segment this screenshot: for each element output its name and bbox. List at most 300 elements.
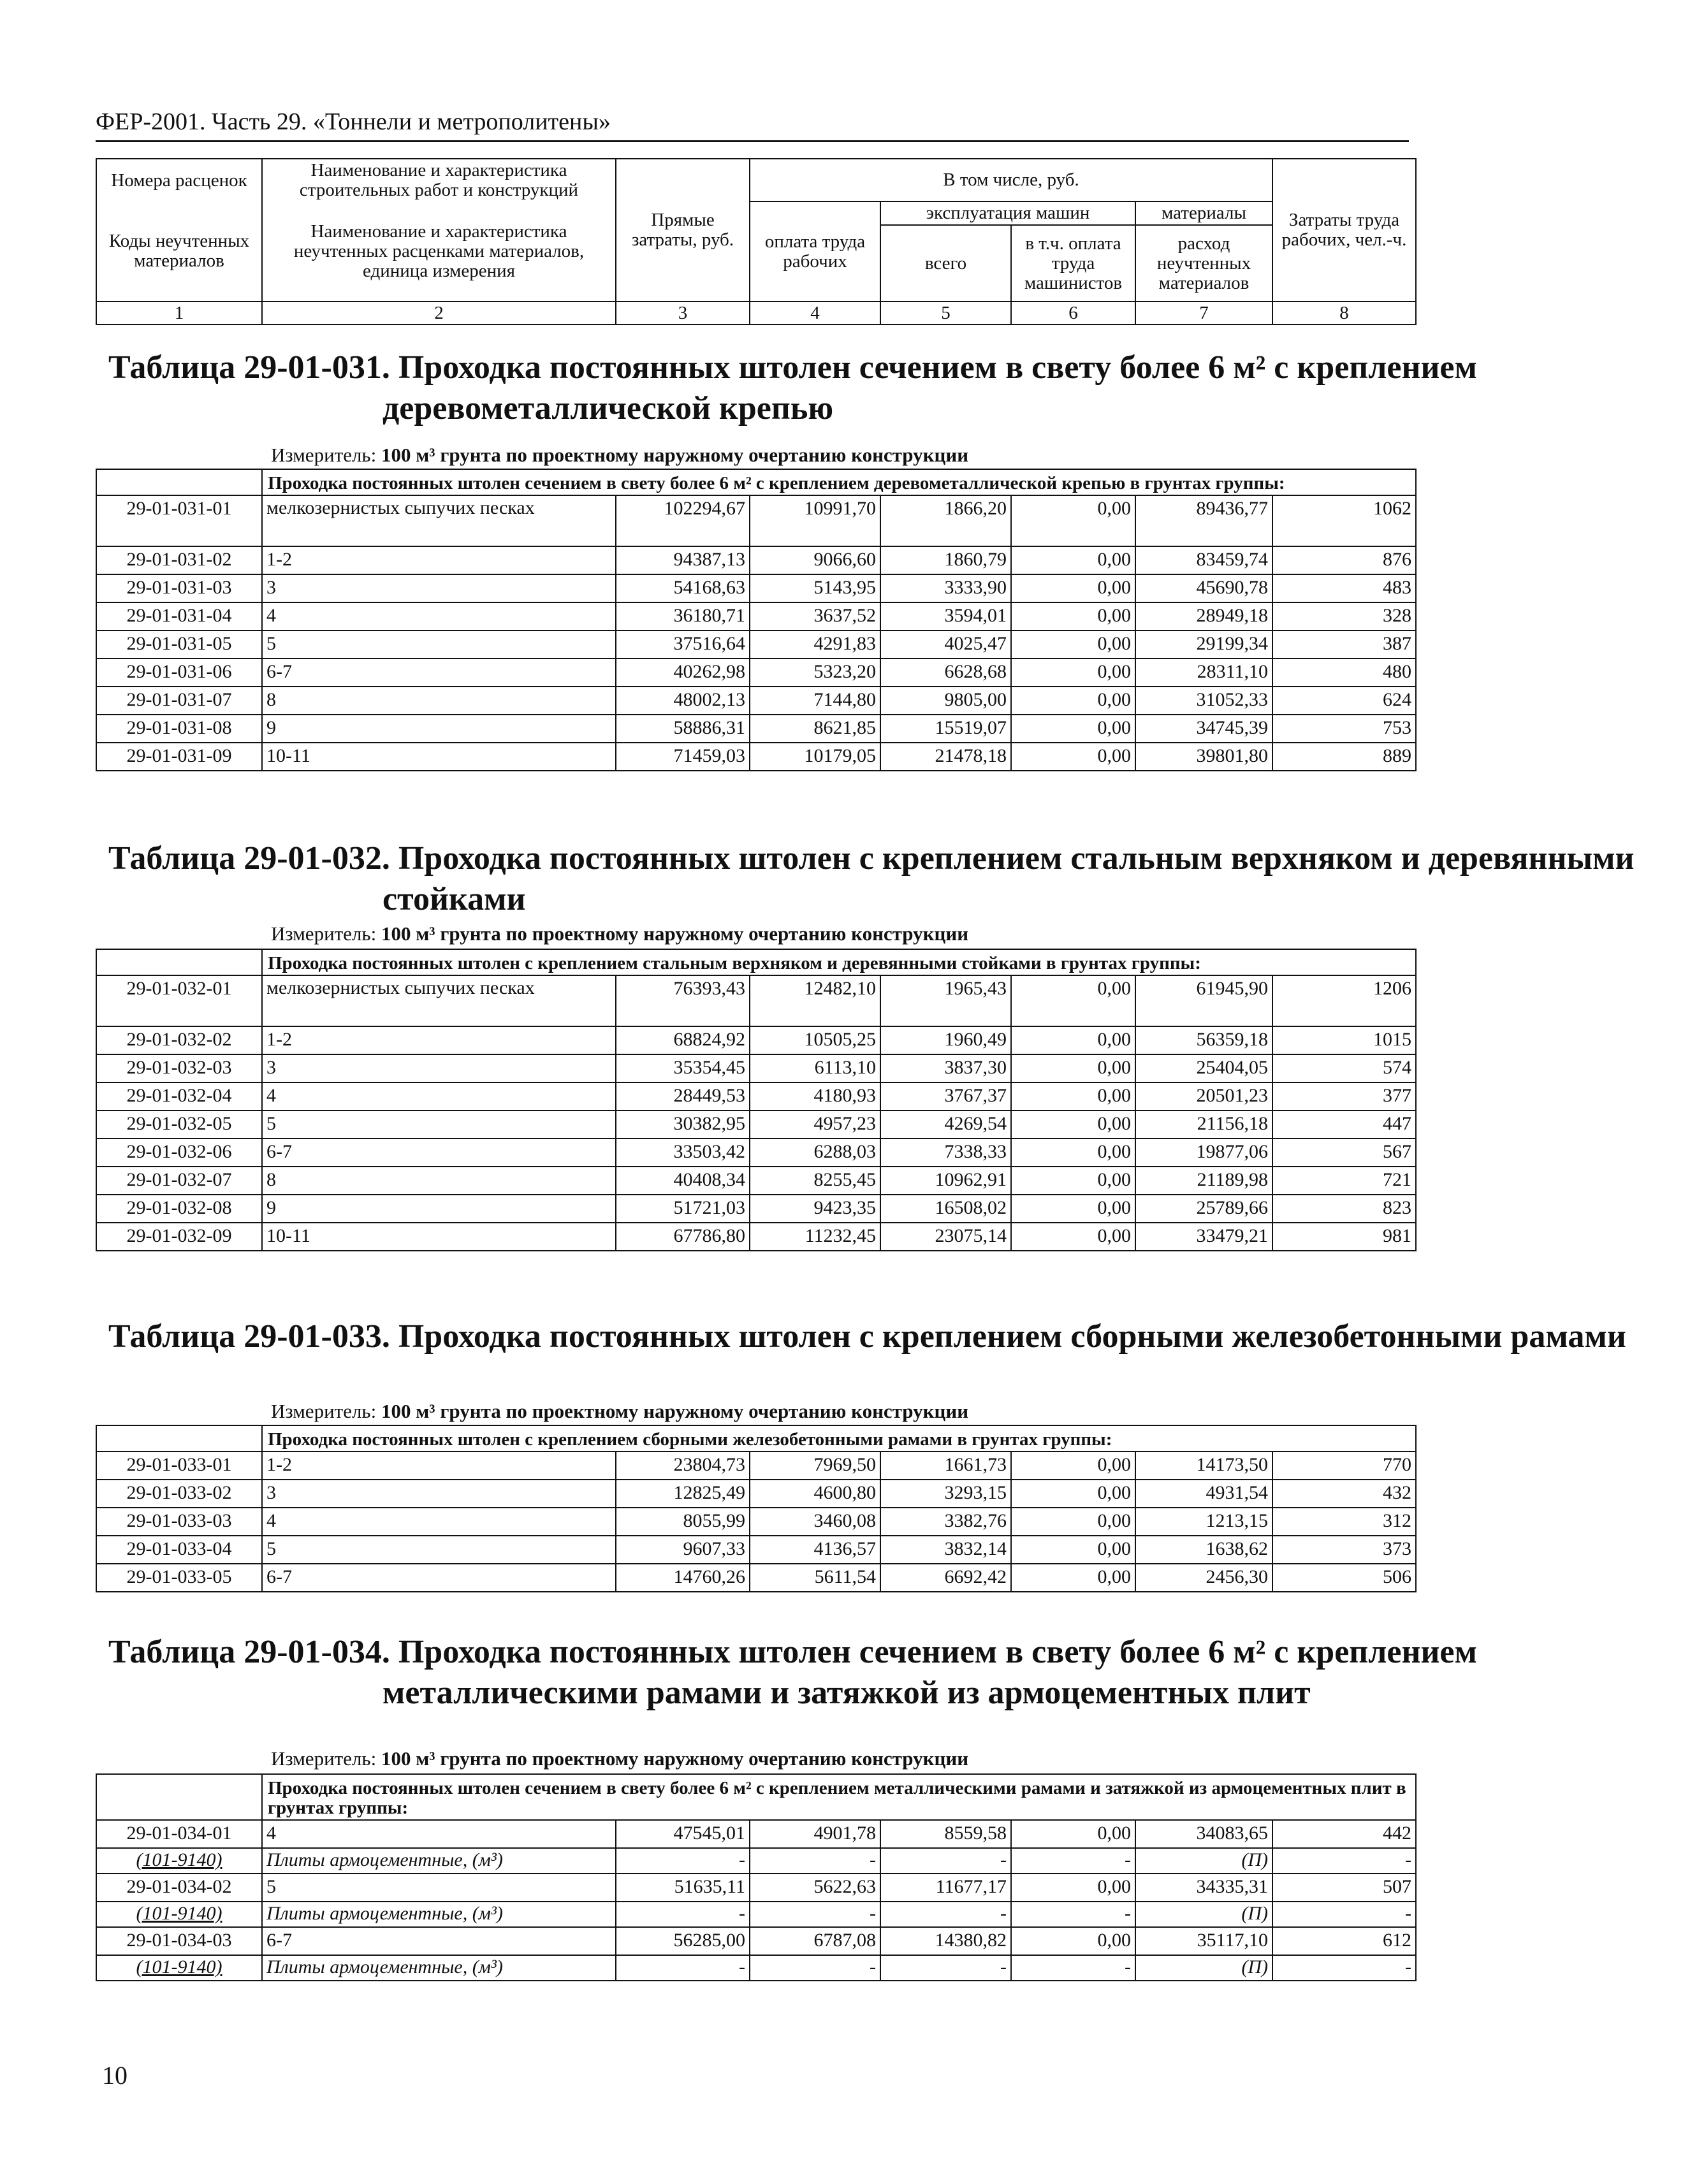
- work-name-cell: 8: [262, 687, 616, 715]
- operator-pay-cell: 0,00: [1011, 630, 1135, 659]
- work-name-cell: Плиты армоцементные, (м³): [262, 1848, 616, 1874]
- col-including-header: В том числе, руб.: [750, 159, 1272, 201]
- page-number: 10: [102, 2061, 127, 2090]
- rate-table: [96, 1773, 1417, 1981]
- labor-hours-cell: 373: [1272, 1536, 1416, 1564]
- labor-hours-cell: -: [1272, 1902, 1416, 1927]
- machines-total-cell: 3767,37: [880, 1082, 1011, 1110]
- material-row: [96, 1848, 1416, 1874]
- materials-cell: 14173,50: [1135, 1452, 1272, 1480]
- operator-pay-cell: 0,00: [1011, 975, 1135, 1026]
- labor-hours-cell: -: [1272, 1955, 1416, 1981]
- labor-hours-cell: 387: [1272, 630, 1416, 659]
- operator-pay-cell: 0,00: [1011, 1082, 1135, 1110]
- measure-label: Измеритель:: [271, 1400, 377, 1422]
- machines-total-cell: 3293,15: [880, 1480, 1011, 1508]
- rate-code-cell: 29-01-034-02: [96, 1874, 262, 1902]
- materials-cell: 34335,31: [1135, 1874, 1272, 1902]
- table-row: [96, 602, 1416, 630]
- col-number: 1: [96, 302, 262, 324]
- col-number: 2: [262, 302, 616, 324]
- rate-code-cell: (101-9140): [96, 1902, 262, 1927]
- direct-costs-cell: 40408,34: [616, 1167, 750, 1195]
- work-name-cell: 8: [262, 1167, 616, 1195]
- materials-cell: (П): [1135, 1848, 1272, 1874]
- direct-costs-cell: 94387,13: [616, 546, 750, 574]
- rate-table: [96, 1425, 1417, 1592]
- labor-hours-cell: 876: [1272, 546, 1416, 574]
- col-operator-pay-header: в т.ч. оплата труда машинистов: [1011, 225, 1135, 302]
- labor-hours-cell: 506: [1272, 1564, 1416, 1592]
- table-row: [96, 1480, 1416, 1508]
- machines-total-cell: 9805,00: [880, 687, 1011, 715]
- worker-pay-cell: 10505,25: [750, 1026, 880, 1054]
- worker-pay-cell: 5143,95: [750, 574, 880, 602]
- section-heading: Проходка постоянных штолен сечением в свету более 6 м² с креплением деревометаллической крепью в грунтах группы:: [262, 469, 1416, 495]
- direct-costs-cell: 102294,67: [616, 495, 750, 546]
- table-row: [96, 1223, 1416, 1251]
- work-name-cell: 1-2: [262, 1026, 616, 1054]
- worker-pay-cell: 8621,85: [750, 715, 880, 743]
- materials-cell: 56359,18: [1135, 1026, 1272, 1054]
- direct-costs-cell: 54168,63: [616, 574, 750, 602]
- rate-code-cell: 29-01-031-01: [96, 495, 262, 546]
- section-heading: Проходка постоянных штолен сечением в свету более 6 м² с креплением металлическими рамами и затяжкой из армоцементных плит в грунтах группы:: [262, 1774, 1416, 1820]
- direct-costs-cell: 51721,03: [616, 1195, 750, 1223]
- direct-costs-cell: 28449,53: [616, 1082, 750, 1110]
- machines-total-cell: 1960,49: [880, 1026, 1011, 1054]
- worker-pay-cell: 4136,57: [750, 1536, 880, 1564]
- labor-hours-cell: 567: [1272, 1139, 1416, 1167]
- operator-pay-cell: 0,00: [1011, 1026, 1135, 1054]
- table-row: [96, 715, 1416, 743]
- machines-total-cell: 3832,14: [880, 1536, 1011, 1564]
- col-material-usage-header: расход неучтенных материалов: [1135, 225, 1272, 302]
- col-direct-costs-header: Прямые затраты, руб.: [616, 159, 750, 302]
- materials-cell: 35117,10: [1135, 1927, 1272, 1955]
- machines-total-cell: 6692,42: [880, 1564, 1011, 1592]
- table-row: [96, 1927, 1416, 1955]
- section-row: [96, 1774, 1416, 1820]
- labor-hours-cell: 312: [1272, 1508, 1416, 1536]
- col-machines-total-header: всего: [880, 225, 1011, 302]
- machines-total-cell: 11677,17: [880, 1874, 1011, 1902]
- direct-costs-cell: 23804,73: [616, 1452, 750, 1480]
- col-material-codes-header: Коды неучтенных материалов: [96, 201, 262, 302]
- measure-value: 100 м³ грунта по проектному наружному очертанию конструкции: [381, 922, 969, 945]
- rate-code-cell: 29-01-033-01: [96, 1452, 262, 1480]
- work-name-cell: 4: [262, 602, 616, 630]
- machines-total-cell: 23075,14: [880, 1223, 1011, 1251]
- work-name-cell: 10-11: [262, 1223, 616, 1251]
- table-row: [96, 1508, 1416, 1536]
- section-row: [96, 1425, 1416, 1452]
- materials-cell: 28949,18: [1135, 602, 1272, 630]
- rate-code-cell: 29-01-033-05: [96, 1564, 262, 1592]
- operator-pay-cell: 0,00: [1011, 1480, 1135, 1508]
- worker-pay-cell: 8255,45: [750, 1167, 880, 1195]
- worker-pay-cell: 6288,03: [750, 1139, 880, 1167]
- worker-pay-cell: 4180,93: [750, 1082, 880, 1110]
- measure-unit: [271, 922, 1418, 946]
- labor-hours-cell: 624: [1272, 687, 1416, 715]
- table-row: [96, 1054, 1416, 1082]
- table-row: [96, 1026, 1416, 1054]
- measure-unit: [271, 1747, 1418, 1771]
- rate-code-cell: 29-01-033-03: [96, 1508, 262, 1536]
- labor-hours-cell: 770: [1272, 1452, 1416, 1480]
- materials-cell: 25789,66: [1135, 1195, 1272, 1223]
- work-name-cell: 5: [262, 1110, 616, 1139]
- materials-cell: 1213,15: [1135, 1508, 1272, 1536]
- direct-costs-cell: 56285,00: [616, 1927, 750, 1955]
- machines-total-cell: 1860,79: [880, 546, 1011, 574]
- measure-unit: [271, 1399, 1418, 1423]
- labor-hours-cell: 981: [1272, 1223, 1416, 1251]
- table-row: [96, 659, 1416, 687]
- col-number: 7: [1135, 302, 1272, 324]
- table-row: [96, 1167, 1416, 1195]
- worker-pay-cell: 4291,83: [750, 630, 880, 659]
- rate-code-cell: 29-01-032-06: [96, 1139, 262, 1167]
- machines-total-cell: 1965,43: [880, 975, 1011, 1026]
- direct-costs-cell: 40262,98: [616, 659, 750, 687]
- col-materials-header: материалы: [1135, 201, 1272, 225]
- work-name-cell: Плиты армоцементные, (м³): [262, 1902, 616, 1927]
- work-name-cell: мелкозернистых сыпучих песках: [262, 495, 616, 546]
- operator-pay-cell: 0,00: [1011, 1927, 1135, 1955]
- section-blank-cell: [96, 949, 262, 975]
- rate-code-cell: 29-01-031-03: [96, 574, 262, 602]
- table-title-text: Проходка постоянных штолен сечением в свету более 6 м² с креплением деревометаллической крепью: [382, 349, 1477, 426]
- table-row: [96, 687, 1416, 715]
- rate-code-cell: (101-9140): [96, 1848, 262, 1874]
- table-title-text: Проходка постоянных штолен с креплением стальным верхняком и деревянными стойками: [382, 840, 1635, 917]
- rate-table: [96, 949, 1417, 1251]
- materials-cell: 4931,54: [1135, 1480, 1272, 1508]
- labor-hours-cell: 507: [1272, 1874, 1416, 1902]
- worker-pay-cell: 3637,52: [750, 602, 880, 630]
- table-number: Таблица 29-01-031.: [108, 349, 390, 386]
- table-number: Таблица 29-01-034.: [108, 1634, 390, 1670]
- materials-cell: 21156,18: [1135, 1110, 1272, 1139]
- direct-costs-cell: 9607,33: [616, 1536, 750, 1564]
- operator-pay-cell: -: [1011, 1955, 1135, 1981]
- operator-pay-cell: 0,00: [1011, 1167, 1135, 1195]
- machines-total-cell: 10962,91: [880, 1167, 1011, 1195]
- materials-cell: (П): [1135, 1955, 1272, 1981]
- work-name-cell: 5: [262, 630, 616, 659]
- operator-pay-cell: 0,00: [1011, 715, 1135, 743]
- table-row: [96, 743, 1416, 771]
- rate-code-cell: 29-01-031-09: [96, 743, 262, 771]
- rate-code-cell: 29-01-033-04: [96, 1536, 262, 1564]
- machines-total-cell: 4025,47: [880, 630, 1011, 659]
- worker-pay-cell: 10991,70: [750, 495, 880, 546]
- materials-cell: 2456,30: [1135, 1564, 1272, 1592]
- worker-pay-cell: 7144,80: [750, 687, 880, 715]
- machines-total-cell: 16508,02: [880, 1195, 1011, 1223]
- direct-costs-cell: -: [616, 1848, 750, 1874]
- worker-pay-cell: 5323,20: [750, 659, 880, 687]
- work-name-cell: 1-2: [262, 1452, 616, 1480]
- labor-hours-cell: 612: [1272, 1927, 1416, 1955]
- work-name-cell: 9: [262, 1195, 616, 1223]
- material-row: [96, 1902, 1416, 1927]
- operator-pay-cell: 0,00: [1011, 1536, 1135, 1564]
- measure-label: Измеритель:: [271, 1747, 377, 1770]
- work-name-cell: 4: [262, 1508, 616, 1536]
- materials-cell: 1638,62: [1135, 1536, 1272, 1564]
- operator-pay-cell: 0,00: [1011, 574, 1135, 602]
- rate-code-cell: 29-01-031-02: [96, 546, 262, 574]
- direct-costs-cell: -: [616, 1902, 750, 1927]
- worker-pay-cell: -: [750, 1848, 880, 1874]
- materials-cell: 83459,74: [1135, 546, 1272, 574]
- direct-costs-cell: 36180,71: [616, 602, 750, 630]
- direct-costs-cell: 58886,31: [616, 715, 750, 743]
- rate-code-cell: 29-01-032-07: [96, 1167, 262, 1195]
- page-header: ФЕР-2001. Часть 29. «Тоннели и метрополитены»: [96, 107, 1409, 142]
- rate-code-cell: 29-01-032-08: [96, 1195, 262, 1223]
- operator-pay-cell: 0,00: [1011, 1564, 1135, 1592]
- table-row: [96, 1110, 1416, 1139]
- operator-pay-cell: 0,00: [1011, 1874, 1135, 1902]
- col-worker-pay-header: оплата труда рабочих: [750, 201, 880, 302]
- table-row: [96, 574, 1416, 602]
- machines-total-cell: -: [880, 1848, 1011, 1874]
- direct-costs-cell: -: [616, 1955, 750, 1981]
- table-title: [108, 347, 1683, 429]
- labor-hours-cell: 753: [1272, 715, 1416, 743]
- rate-code-cell: 29-01-033-02: [96, 1480, 262, 1508]
- operator-pay-cell: 0,00: [1011, 1110, 1135, 1139]
- rate-code-cell: 29-01-034-01: [96, 1820, 262, 1848]
- materials-cell: 45690,78: [1135, 574, 1272, 602]
- work-name-cell: 3: [262, 1054, 616, 1082]
- rate-code-cell: 29-01-031-04: [96, 602, 262, 630]
- rate-code-cell: 29-01-032-03: [96, 1054, 262, 1082]
- work-name-cell: 1-2: [262, 546, 616, 574]
- table-number: Таблица 29-01-032.: [108, 840, 390, 877]
- col-machines-header: эксплуатация машин: [880, 201, 1135, 225]
- machines-total-cell: 8559,58: [880, 1820, 1011, 1848]
- direct-costs-cell: 8055,99: [616, 1508, 750, 1536]
- table-row: [96, 495, 1416, 546]
- direct-costs-cell: 67786,80: [616, 1223, 750, 1251]
- direct-costs-cell: 37516,64: [616, 630, 750, 659]
- work-name-cell: Плиты армоцементные, (м³): [262, 1955, 616, 1981]
- labor-hours-cell: 377: [1272, 1082, 1416, 1110]
- operator-pay-cell: 0,00: [1011, 546, 1135, 574]
- direct-costs-cell: 12825,49: [616, 1480, 750, 1508]
- table-title: [108, 838, 1683, 920]
- labor-hours-cell: 1062: [1272, 495, 1416, 546]
- machines-total-cell: -: [880, 1902, 1011, 1927]
- machines-total-cell: 3333,90: [880, 574, 1011, 602]
- worker-pay-cell: 5611,54: [750, 1564, 880, 1592]
- operator-pay-cell: 0,00: [1011, 1508, 1135, 1536]
- materials-cell: (П): [1135, 1902, 1272, 1927]
- operator-pay-cell: 0,00: [1011, 1195, 1135, 1223]
- measure-value: 100 м³ грунта по проектному наружному очертанию конструкции: [381, 444, 969, 466]
- col-number: 5: [880, 302, 1011, 324]
- machines-total-cell: 15519,07: [880, 715, 1011, 743]
- section-heading: Проходка постоянных штолен с креплением стальным верхняком и деревянными стойками в грунтах группы:: [262, 949, 1416, 975]
- col-number: 3: [616, 302, 750, 324]
- table-row: [96, 630, 1416, 659]
- worker-pay-cell: 11232,45: [750, 1223, 880, 1251]
- direct-costs-cell: 30382,95: [616, 1110, 750, 1139]
- operator-pay-cell: 0,00: [1011, 743, 1135, 771]
- operator-pay-cell: 0,00: [1011, 1054, 1135, 1082]
- table-number: Таблица 29-01-033.: [108, 1318, 390, 1355]
- direct-costs-cell: 47545,01: [616, 1820, 750, 1848]
- table-title: [108, 1316, 1683, 1357]
- direct-costs-cell: 35354,45: [616, 1054, 750, 1082]
- measure-label: Измеритель:: [271, 444, 377, 466]
- machines-total-cell: 7338,33: [880, 1139, 1011, 1167]
- materials-cell: 33479,21: [1135, 1223, 1272, 1251]
- measure-unit: [271, 443, 1418, 467]
- direct-costs-cell: 76393,43: [616, 975, 750, 1026]
- work-name-cell: 5: [262, 1536, 616, 1564]
- worker-pay-cell: 10179,05: [750, 743, 880, 771]
- table-row: [96, 1536, 1416, 1564]
- section-blank-cell: [96, 469, 262, 495]
- worker-pay-cell: 7969,50: [750, 1452, 880, 1480]
- direct-costs-cell: 33503,42: [616, 1139, 750, 1167]
- col-number: 6: [1011, 302, 1135, 324]
- machines-total-cell: 3382,76: [880, 1508, 1011, 1536]
- worker-pay-cell: 12482,10: [750, 975, 880, 1026]
- operator-pay-cell: 0,00: [1011, 1820, 1135, 1848]
- material-row: [96, 1955, 1416, 1981]
- machines-total-cell: 3837,30: [880, 1054, 1011, 1082]
- work-name-cell: 6-7: [262, 1927, 616, 1955]
- rate-code-cell: 29-01-032-02: [96, 1026, 262, 1054]
- table-row: [96, 1082, 1416, 1110]
- direct-costs-cell: 71459,03: [616, 743, 750, 771]
- worker-pay-cell: -: [750, 1955, 880, 1981]
- table-row: [96, 1564, 1416, 1592]
- labor-hours-cell: 328: [1272, 602, 1416, 630]
- worker-pay-cell: 4600,80: [750, 1480, 880, 1508]
- operator-pay-cell: 0,00: [1011, 1452, 1135, 1480]
- column-header-table: [96, 158, 1417, 325]
- col-material-name-header: Наименование и характеристика неучтенных расценками материалов, единица измерения: [262, 201, 616, 302]
- materials-cell: 61945,90: [1135, 975, 1272, 1026]
- worker-pay-cell: 3460,08: [750, 1508, 880, 1536]
- labor-hours-cell: 480: [1272, 659, 1416, 687]
- materials-cell: 34745,39: [1135, 715, 1272, 743]
- materials-cell: 19877,06: [1135, 1139, 1272, 1167]
- direct-costs-cell: 48002,13: [616, 687, 750, 715]
- col-work-name-header: Наименование и характеристика строительных работ и конструкций: [262, 159, 616, 201]
- rate-code-cell: 29-01-031-07: [96, 687, 262, 715]
- operator-pay-cell: -: [1011, 1902, 1135, 1927]
- worker-pay-cell: 6787,08: [750, 1927, 880, 1955]
- section-blank-cell: [96, 1774, 262, 1820]
- table-row: [96, 1139, 1416, 1167]
- work-name-cell: 3: [262, 574, 616, 602]
- work-name-cell: 6-7: [262, 659, 616, 687]
- operator-pay-cell: 0,00: [1011, 495, 1135, 546]
- labor-hours-cell: 442: [1272, 1820, 1416, 1848]
- rate-code-cell: 29-01-032-04: [96, 1082, 262, 1110]
- machines-total-cell: 1866,20: [880, 495, 1011, 546]
- labor-hours-cell: 889: [1272, 743, 1416, 771]
- rate-code-cell: 29-01-032-09: [96, 1223, 262, 1251]
- direct-costs-cell: 68824,92: [616, 1026, 750, 1054]
- materials-cell: 21189,98: [1135, 1167, 1272, 1195]
- worker-pay-cell: 4957,23: [750, 1110, 880, 1139]
- machines-total-cell: 21478,18: [880, 743, 1011, 771]
- machines-total-cell: -: [880, 1955, 1011, 1981]
- direct-costs-cell: 14760,26: [616, 1564, 750, 1592]
- materials-cell: 20501,23: [1135, 1082, 1272, 1110]
- table-row: [96, 975, 1416, 1026]
- materials-cell: 28311,10: [1135, 659, 1272, 687]
- rate-code-cell: 29-01-031-08: [96, 715, 262, 743]
- rate-table: [96, 469, 1417, 771]
- labor-hours-cell: 721: [1272, 1167, 1416, 1195]
- worker-pay-cell: 9423,35: [750, 1195, 880, 1223]
- section-blank-cell: [96, 1425, 262, 1452]
- materials-cell: 29199,34: [1135, 630, 1272, 659]
- rate-code-cell: (101-9140): [96, 1955, 262, 1981]
- labor-hours-cell: 823: [1272, 1195, 1416, 1223]
- table-row: [96, 1452, 1416, 1480]
- labor-hours-cell: 574: [1272, 1054, 1416, 1082]
- machines-total-cell: 4269,54: [880, 1110, 1011, 1139]
- materials-cell: 39801,80: [1135, 743, 1272, 771]
- materials-cell: 89436,77: [1135, 495, 1272, 546]
- labor-hours-cell: -: [1272, 1848, 1416, 1874]
- measure-value: 100 м³ грунта по проектному наружному очертанию конструкции: [381, 1747, 969, 1770]
- measure-label: Измеритель:: [271, 922, 377, 945]
- worker-pay-cell: -: [750, 1902, 880, 1927]
- work-name-cell: 6-7: [262, 1564, 616, 1592]
- col-rate-number-header: Номера расценок: [96, 159, 262, 201]
- labor-hours-cell: 1015: [1272, 1026, 1416, 1054]
- work-name-cell: 10-11: [262, 743, 616, 771]
- table-row: [96, 1874, 1416, 1902]
- table-row: [96, 1820, 1416, 1848]
- rate-code-cell: 29-01-032-05: [96, 1110, 262, 1139]
- work-name-cell: 3: [262, 1480, 616, 1508]
- table-title-text: Проходка постоянных штолен сечением в свету более 6 м² с креплением металлическими рамами и затяжкой из армоцементных плит: [382, 1634, 1477, 1711]
- measure-value: 100 м³ грунта по проектному наружному очертанию конструкции: [381, 1400, 969, 1422]
- rate-code-cell: 29-01-034-03: [96, 1927, 262, 1955]
- materials-cell: 31052,33: [1135, 687, 1272, 715]
- labor-hours-cell: 432: [1272, 1480, 1416, 1508]
- rate-code-cell: 29-01-031-06: [96, 659, 262, 687]
- operator-pay-cell: 0,00: [1011, 1139, 1135, 1167]
- machines-total-cell: 6628,68: [880, 659, 1011, 687]
- work-name-cell: мелкозернистых сыпучих песках: [262, 975, 616, 1026]
- worker-pay-cell: 4901,78: [750, 1820, 880, 1848]
- work-name-cell: 9: [262, 715, 616, 743]
- worker-pay-cell: 9066,60: [750, 546, 880, 574]
- table-title: [108, 1632, 1683, 1714]
- work-name-cell: 4: [262, 1820, 616, 1848]
- operator-pay-cell: 0,00: [1011, 659, 1135, 687]
- section-heading: Проходка постоянных штолен с креплением сборными железобетонными рамами в грунтах группы:: [262, 1425, 1416, 1452]
- section-row: [96, 469, 1416, 495]
- rate-code-cell: 29-01-031-05: [96, 630, 262, 659]
- labor-hours-cell: 447: [1272, 1110, 1416, 1139]
